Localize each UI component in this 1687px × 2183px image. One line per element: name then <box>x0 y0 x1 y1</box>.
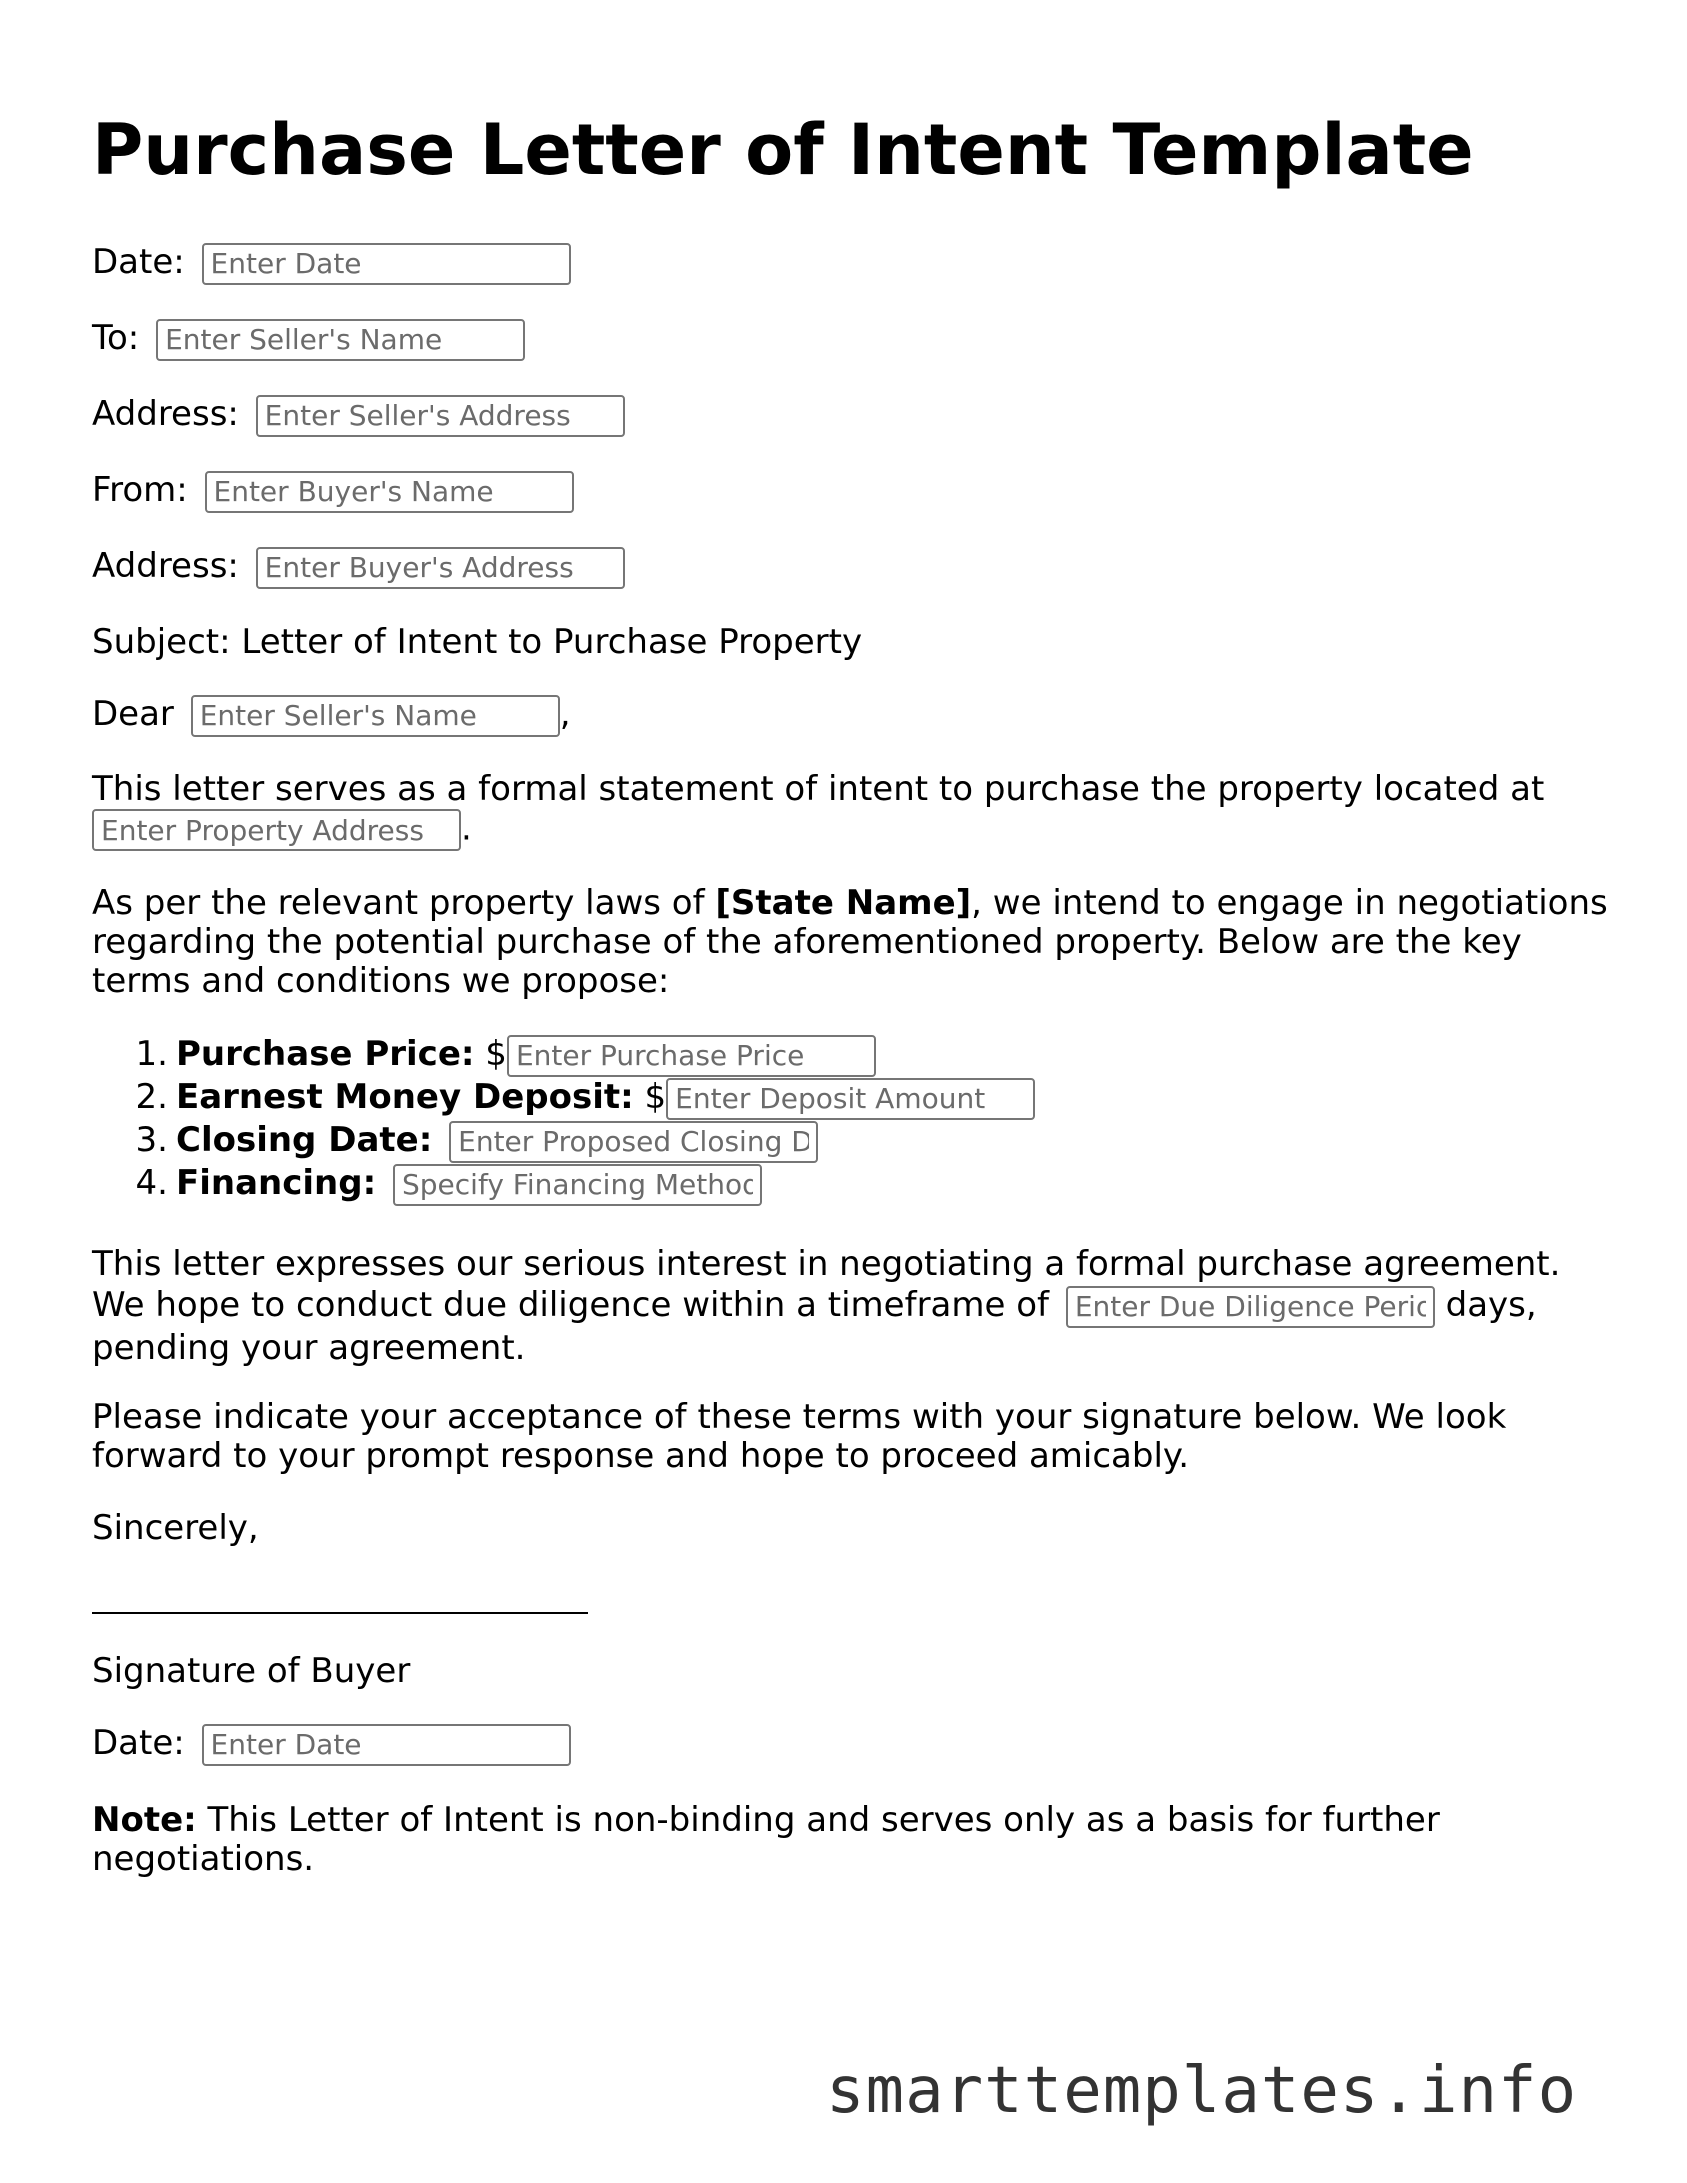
seller-name-input[interactable] <box>156 319 525 361</box>
term-number: 4. <box>135 1163 168 1203</box>
diligence-paragraph <box>92 1244 1612 1369</box>
signature-date-input[interactable] <box>202 1724 571 1766</box>
intro-text: This letter serves as a formal statement of intent to purchase the property located at <box>92 769 1545 809</box>
date-label: Date: <box>92 242 185 282</box>
term-label: Closing Date: <box>176 1120 433 1160</box>
signature-label: Signature of Buyer <box>92 1651 411 1691</box>
term-number: 3. <box>135 1120 168 1160</box>
buyer-address-row <box>92 546 625 589</box>
seller-address-row <box>92 394 625 437</box>
purchase-price-input[interactable] <box>507 1035 876 1077</box>
term-number: 2. <box>135 1077 168 1117</box>
deposit-amount-input[interactable] <box>666 1078 1035 1120</box>
to-label: To: <box>92 318 140 358</box>
financing-method-input[interactable] <box>393 1164 762 1206</box>
list-item <box>92 1119 1612 1162</box>
intro-paragraph <box>92 770 1612 851</box>
term-label: Earnest Money Deposit: <box>176 1077 634 1117</box>
seller-address-input[interactable] <box>256 395 625 437</box>
note-label: Note: <box>92 1800 197 1840</box>
signature-line <box>92 1612 588 1614</box>
closing-text: Sincerely, <box>92 1508 259 1548</box>
term-number: 1. <box>135 1034 168 1074</box>
list-item <box>92 1076 1612 1119</box>
term-label: Purchase Price: <box>176 1034 475 1074</box>
list-item <box>92 1162 1612 1205</box>
seller-address-label: Address: <box>92 394 239 434</box>
list-item <box>92 1033 1612 1076</box>
diligence-text-before: This letter expresses our serious interest in negotiating a formal purchase agreement. We hope to conduct due diligence within a timeframe of <box>92 1244 1561 1325</box>
salutation-row <box>92 694 571 737</box>
buyer-address-input[interactable] <box>256 547 625 589</box>
laws-text-before: As per the relevant property laws of <box>92 883 716 923</box>
date-input[interactable] <box>202 243 571 285</box>
salutation-label: Dear <box>92 694 174 734</box>
subject-line: Subject: Letter of Intent to Purchase Property <box>92 622 863 662</box>
signature-date-label: Date: <box>92 1723 185 1763</box>
salutation-seller-name-input[interactable] <box>191 695 560 737</box>
page-title: Purchase Letter of Intent Template <box>92 109 1474 191</box>
buyer-name-input[interactable] <box>205 471 574 513</box>
note-text: This Letter of Intent is non-binding and serves only as a basis for further negotiations. <box>92 1800 1440 1879</box>
to-row <box>92 318 525 361</box>
salutation-comma: , <box>559 694 571 734</box>
from-label: From: <box>92 470 188 510</box>
buyer-address-label: Address: <box>92 546 239 586</box>
diligence-text-after: days, pending your agreement. <box>92 1285 1537 1368</box>
state-name-placeholder: [State Name] <box>715 883 972 923</box>
term-prefix: $ <box>485 1034 507 1074</box>
property-address-input[interactable] <box>92 809 461 851</box>
terms-list <box>92 1033 1612 1205</box>
closing-date-input[interactable] <box>449 1121 818 1163</box>
intro-period: . <box>461 808 472 849</box>
laws-paragraph <box>92 884 1612 1001</box>
date-row <box>92 242 571 285</box>
due-diligence-period-input[interactable] <box>1066 1286 1435 1328</box>
note-paragraph <box>92 1801 1612 1879</box>
from-row <box>92 470 574 513</box>
watermark-text: smarttemplates.info <box>826 2054 1578 2128</box>
acceptance-paragraph: Please indicate your acceptance of these terms with your signature below. We look forward to your prompt response and hope to proceed amicably. <box>92 1397 1507 1476</box>
signature-date-row <box>92 1723 571 1766</box>
term-label: Financing: <box>176 1163 377 1203</box>
laws-text-after: , we intend to engage in negotiations regarding the potential purchase of the aforementioned property. Below are the key terms and conditions we propose: <box>92 883 1608 1001</box>
term-prefix: $ <box>644 1077 667 1117</box>
